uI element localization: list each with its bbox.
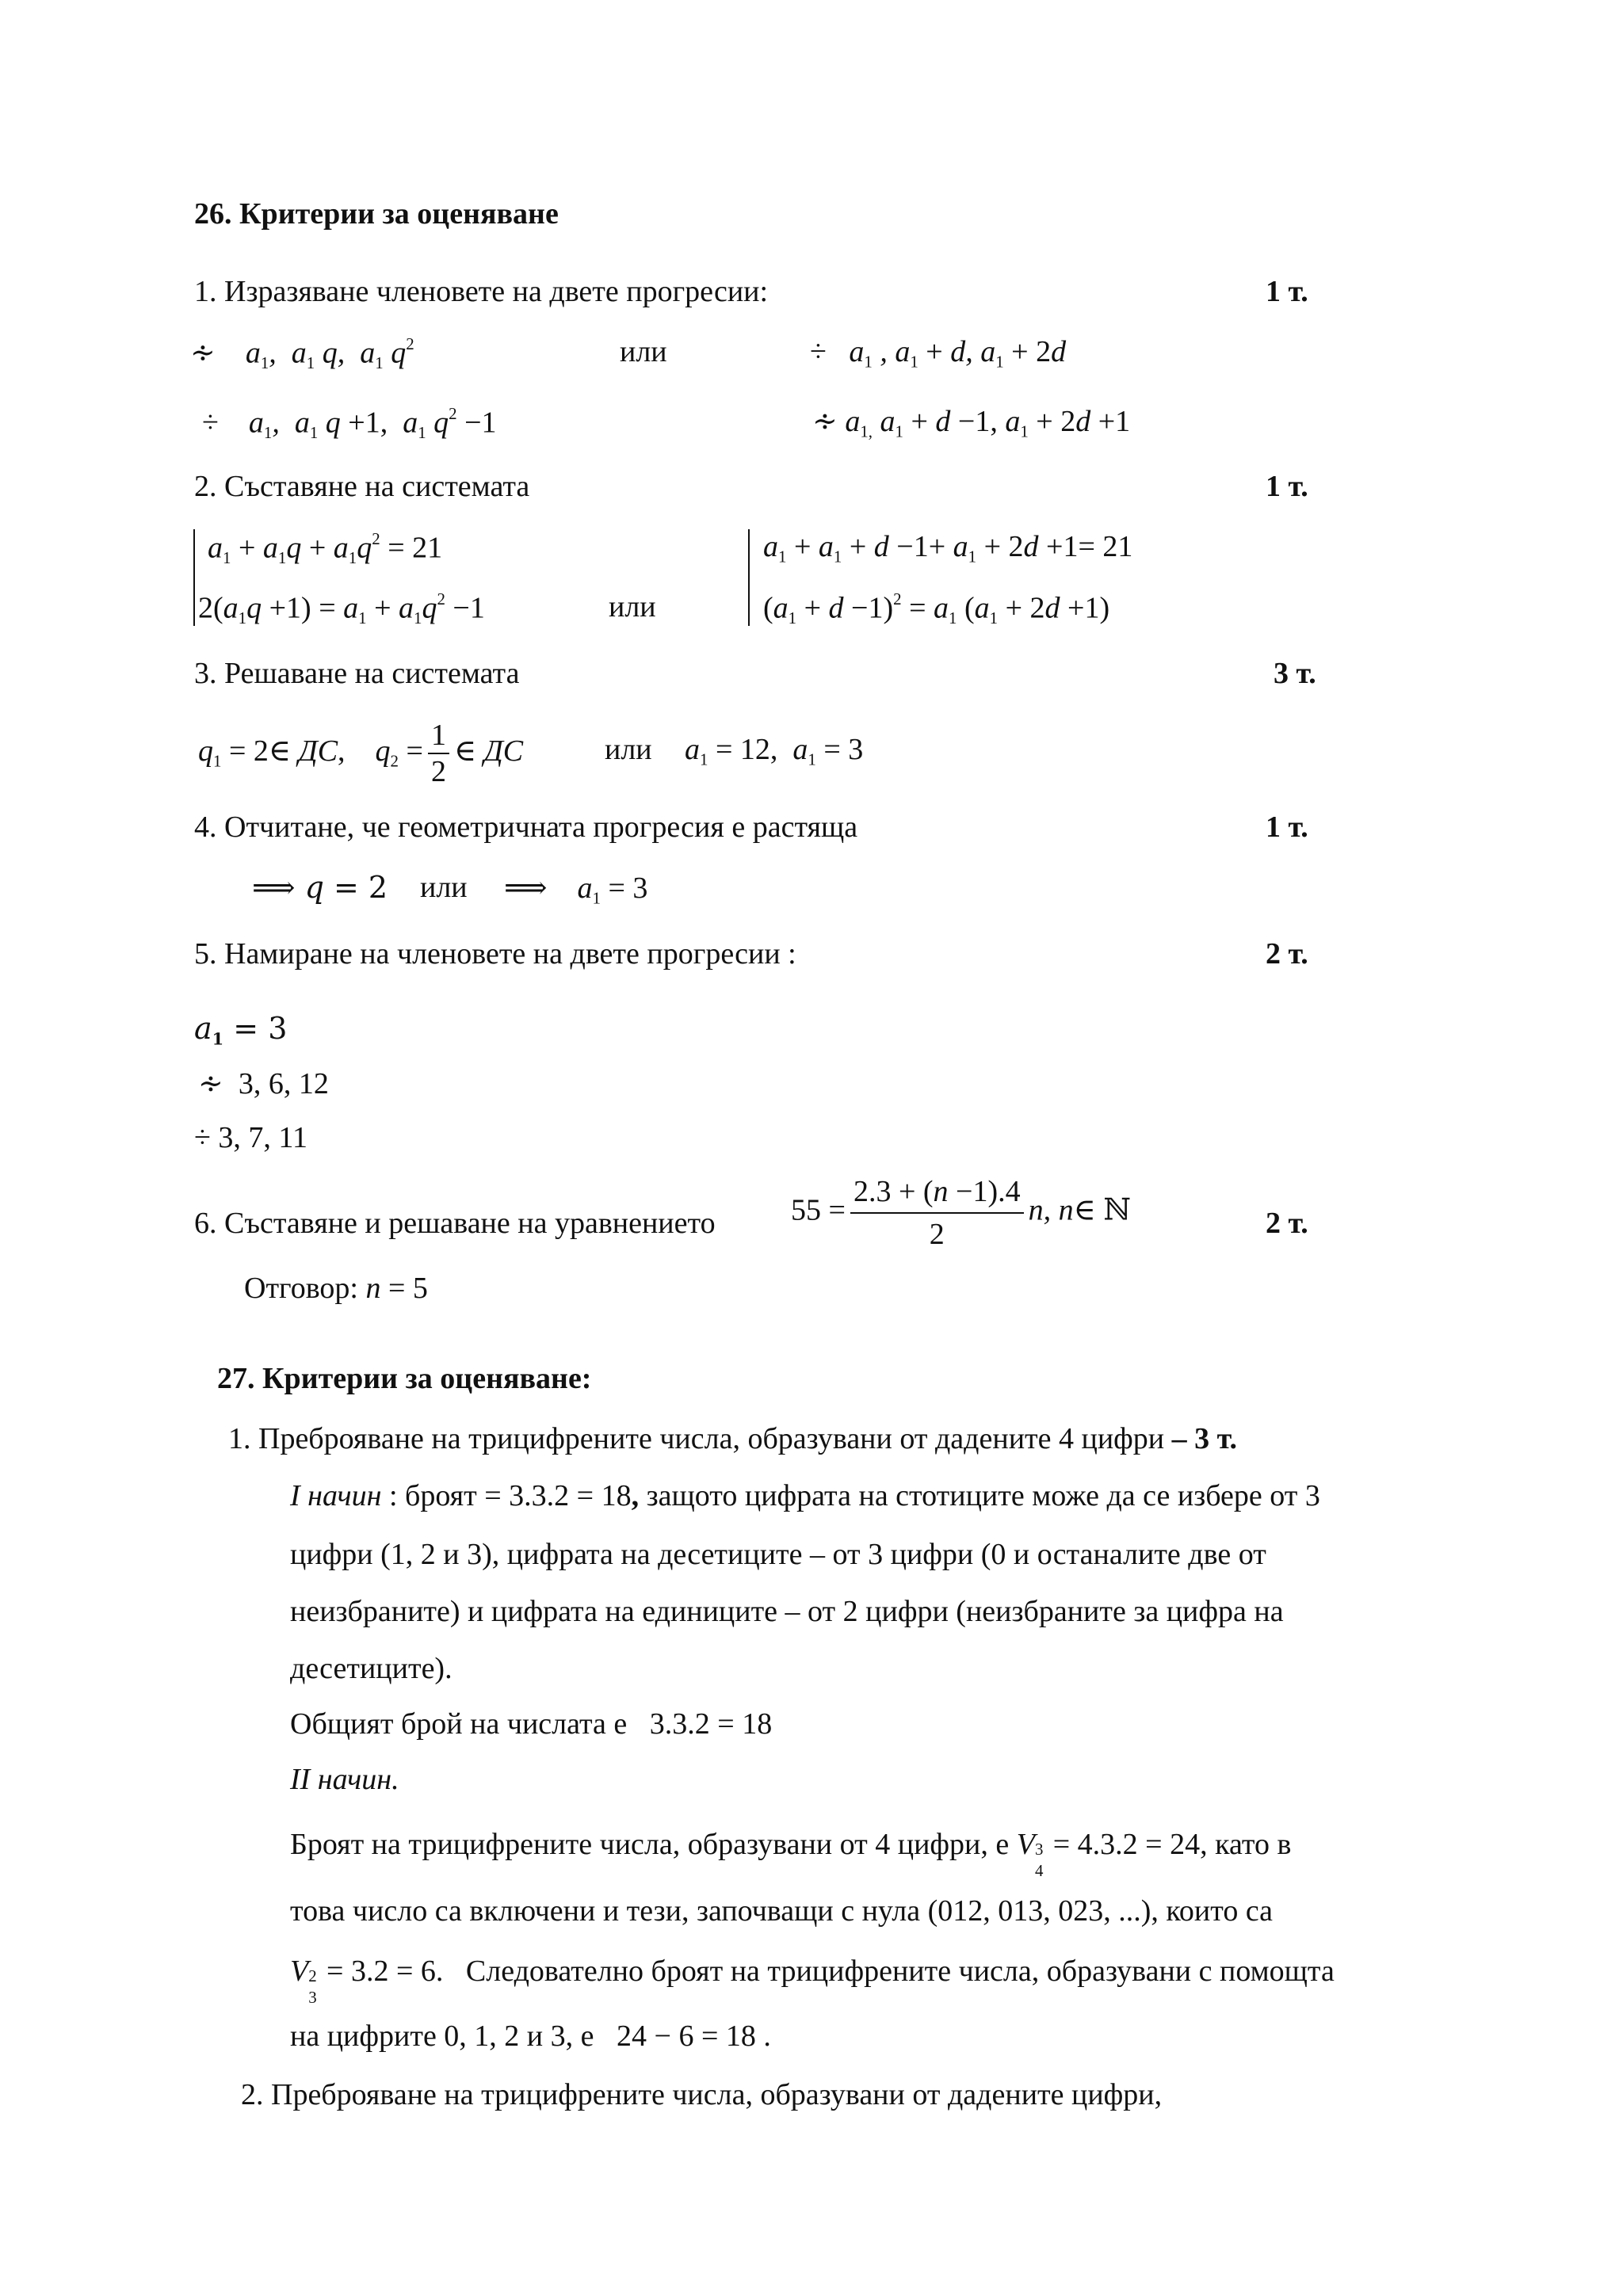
- s5-a1: $a_1 = 3$: [194, 1011, 288, 1049]
- way1-line1: I начин : броят = 3.3.2 = 18, защото цифрата на стотиците може да се избере от 3: [290, 1479, 1320, 1512]
- s1-points: 1 т.: [1266, 275, 1308, 308]
- s4-result-a: ⟹ $a_1 = 3$: [504, 870, 648, 908]
- system1-eq2: $2(a_1q +1) = a_1 + a_1q^2 -1$: [198, 589, 485, 628]
- s1-arith-terms: ÷ $a_1$ , $a_1 + d$, $a_1 + 2d$: [810, 335, 1067, 372]
- s3-solutions-a: $a_1 = 12$, $a_1 = 3$: [685, 733, 864, 769]
- s2-or: или: [609, 590, 656, 624]
- s5-arithmetic: ÷ 3, 7, 11: [194, 1121, 307, 1154]
- s4-label: 4. Отчитане, че геометричната прогресия е растяща: [194, 810, 858, 844]
- way1-line2: цифри (1, 2 и 3), цифрата на десетиците – от 3 цифри (0 и останалите две от: [290, 1538, 1266, 1571]
- s1-or-1: или: [620, 335, 667, 368]
- s3-label: 3. Решаване на системата: [194, 657, 520, 690]
- way2-line2: това число са включени и тези, започващи с нула (012, 013, 023, ...), които са: [290, 1894, 1274, 1928]
- s6-points: 2 т.: [1266, 1207, 1308, 1240]
- s5-geometric: ∻ 3, 6, 12: [198, 1067, 329, 1100]
- s6-answer: Отговор: n = 5: [244, 1272, 428, 1305]
- way2-line4: на цифрите 0, 1, 2 и 3, е 24 − 6 = 18 .: [290, 2019, 771, 2053]
- s5-label: 5. Намиране на членовете на двете прогресии :: [194, 937, 796, 971]
- system2-eq1: $a_1 + a_1 + d -1+ a_1 + 2d +1= 21$: [763, 530, 1133, 566]
- system2-eq2: $(a_1 + d -1)^2 = a_1$ $(a_1 + 2d +1)$: [763, 589, 1110, 628]
- s6-equation: 55 = $\frac{2.3 + (n -1).4}{2}$ n, n∈ ℕ: [791, 1171, 1131, 1266]
- s3-points: 3 т.: [1274, 657, 1316, 690]
- s2-points: 1 т.: [1266, 470, 1308, 503]
- s1-geo-terms-alt: ÷ $a_1$, $a_1$ q +1, $a_1$ $q^2 -1$: [202, 404, 497, 443]
- system1-eq1: $a_1 + a_1q + a_1q^2 = 21$: [208, 529, 443, 568]
- way2-label: II начин.: [290, 1763, 399, 1796]
- s4-result-q: ⟹ q = 2: [252, 870, 388, 905]
- s3-solutions-q: $q_1$ = 2∈ ДС, $q_2$ = $\frac{1}{2}$ ∈ ДС: [198, 719, 524, 789]
- way2-line3: V 2 3 = 3.2 = 6. Следователно броят на трицифрените числа, образувани с помощта: [290, 1955, 1335, 2008]
- way1-line4: десетиците).: [290, 1652, 453, 1685]
- s6-label: 6. Съставяне и решаване на уравнението: [194, 1207, 716, 1240]
- s1-arith-terms-alt: ∻ $a_{1,}$ $a_1 + d -1$, $a_1 + 2d +1$: [812, 405, 1131, 441]
- section-27-heading: 27. Критерии за оценяване:: [217, 1362, 592, 1395]
- section-26-heading: 26. Критерии за оценяване: [194, 197, 559, 231]
- p27-item1: 1. Преброяване на трицифрените числа, образувани от дадените 4 цифри – 3 т.: [228, 1422, 1237, 1455]
- s4-or: или: [420, 871, 468, 904]
- way1-line3: неизбраните) и цифрата на единиците – от 2 цифри (неизбраните за цифра на: [290, 1595, 1284, 1628]
- system-bar-left: [193, 529, 195, 626]
- s1-label: 1. Изразяване членовете на двете прогресии:: [194, 275, 769, 308]
- s2-label: 2. Съставяне на системата: [194, 470, 530, 503]
- s1-geo-terms: ∻ $a_1$, $a_1$ q, $a_1$ $q^2$: [190, 334, 414, 373]
- total-count: Общият брой на числата е 3.3.2 = 18: [290, 1707, 773, 1741]
- way2-line1: Броят на трицифрените числа, образувани от 4 цифри, е V 3 4 = 4.3.2 = 24, като в: [290, 1828, 1292, 1881]
- s3-or: или: [605, 733, 652, 766]
- s5-points: 2 т.: [1266, 937, 1308, 971]
- s4-points: 1 т.: [1266, 810, 1308, 844]
- p27-item2: 2. Преброяване на трицифрените числа, образувани от дадените цифри,: [241, 2078, 1163, 2111]
- system-bar-right: [748, 529, 750, 626]
